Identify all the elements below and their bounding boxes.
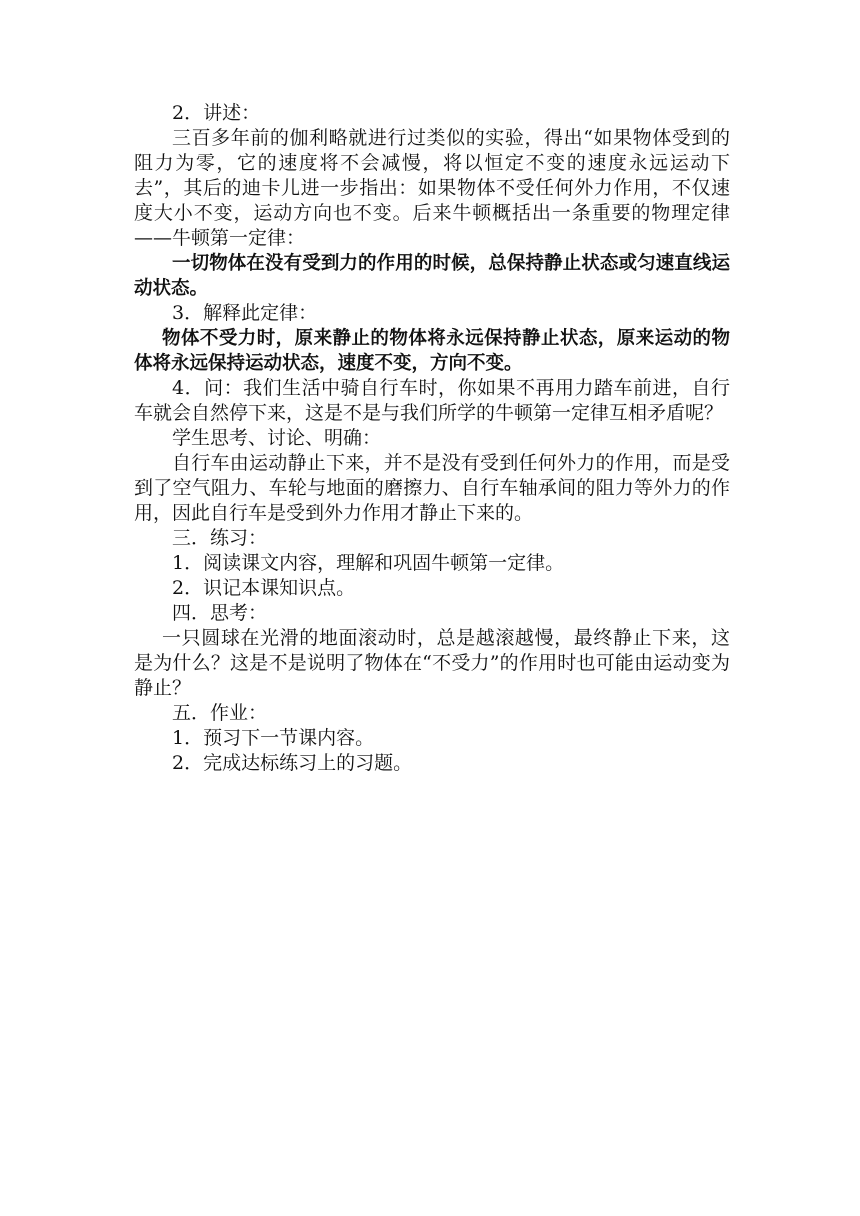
paragraph-homework-2: 2．完成达标练习上的习题。 [172,752,413,774]
paragraph-bicycle-question: 4．问：我们生活中骑自行车时，你如果不再用力踏车前进，自行车就会自然停下来，这是不是与我们所学的牛顿第一定律互相矛盾呢？ [134,377,730,424]
paragraph-newton-first-law: 一切物体在没有受到力的作用的时候，总保持静止状态或匀速直线运动状态。 [134,253,730,299]
paragraph-homework-1: 1．预习下一节课内容。 [172,727,375,749]
paragraph-galileo-history: 三百多年前的伽利略就进行过类似的实验，得出“如果物体受到的阻力为零，它的速度将不会减慢，将以恒定不变的速度永远运动下去”，其后的迪卡儿进一步指出：如果物体不受任何外力作用，不仅速度大小不变，运动方向也不变。后来牛顿概括出一条重要的物理定律——牛顿第一定律： [134,127,730,249]
document-page [134,101,730,776]
paragraph-exercise-2: 2．识记本课知识点。 [172,577,356,599]
paragraph-exercise-heading: 三．练习： [172,527,268,549]
paragraph-thinking-heading: 四．思考： [172,602,268,624]
paragraph-student-discussion: 学生思考、讨论、明确： [172,427,382,449]
paragraph-explain-heading: 3．解释此定律： [172,302,318,324]
paragraph-bicycle-answer: 自行车由运动静止下来，并不是没有受到任何外力的作用，而是受到了空气阻力、车轮与地面的磨擦力、自行车轴承间的阻力等外力的作用，因此自行车是受到外力作用才静止下来的。 [134,452,730,524]
paragraph-exercise-1: 1．阅读课文内容，理解和巩固牛顿第一定律。 [172,552,565,574]
paragraph-law-explanation: 物体不受力时，原来静止的物体将永远保持静止状态，原来运动的物体将永远保持运动状态，速度不变，方向不变。 [134,328,730,374]
paragraph-thinking-question: 一只圆球在光滑的地面滚动时，总是越滚越慢，最终静止下来，这是为什么？这是不是说明了物体在“不受力”的作用时也可能由运动变为静止？ [134,627,730,699]
paragraph-narration-heading: 2．讲述： [172,102,261,124]
paragraph-homework-heading: 五．作业： [172,702,268,724]
